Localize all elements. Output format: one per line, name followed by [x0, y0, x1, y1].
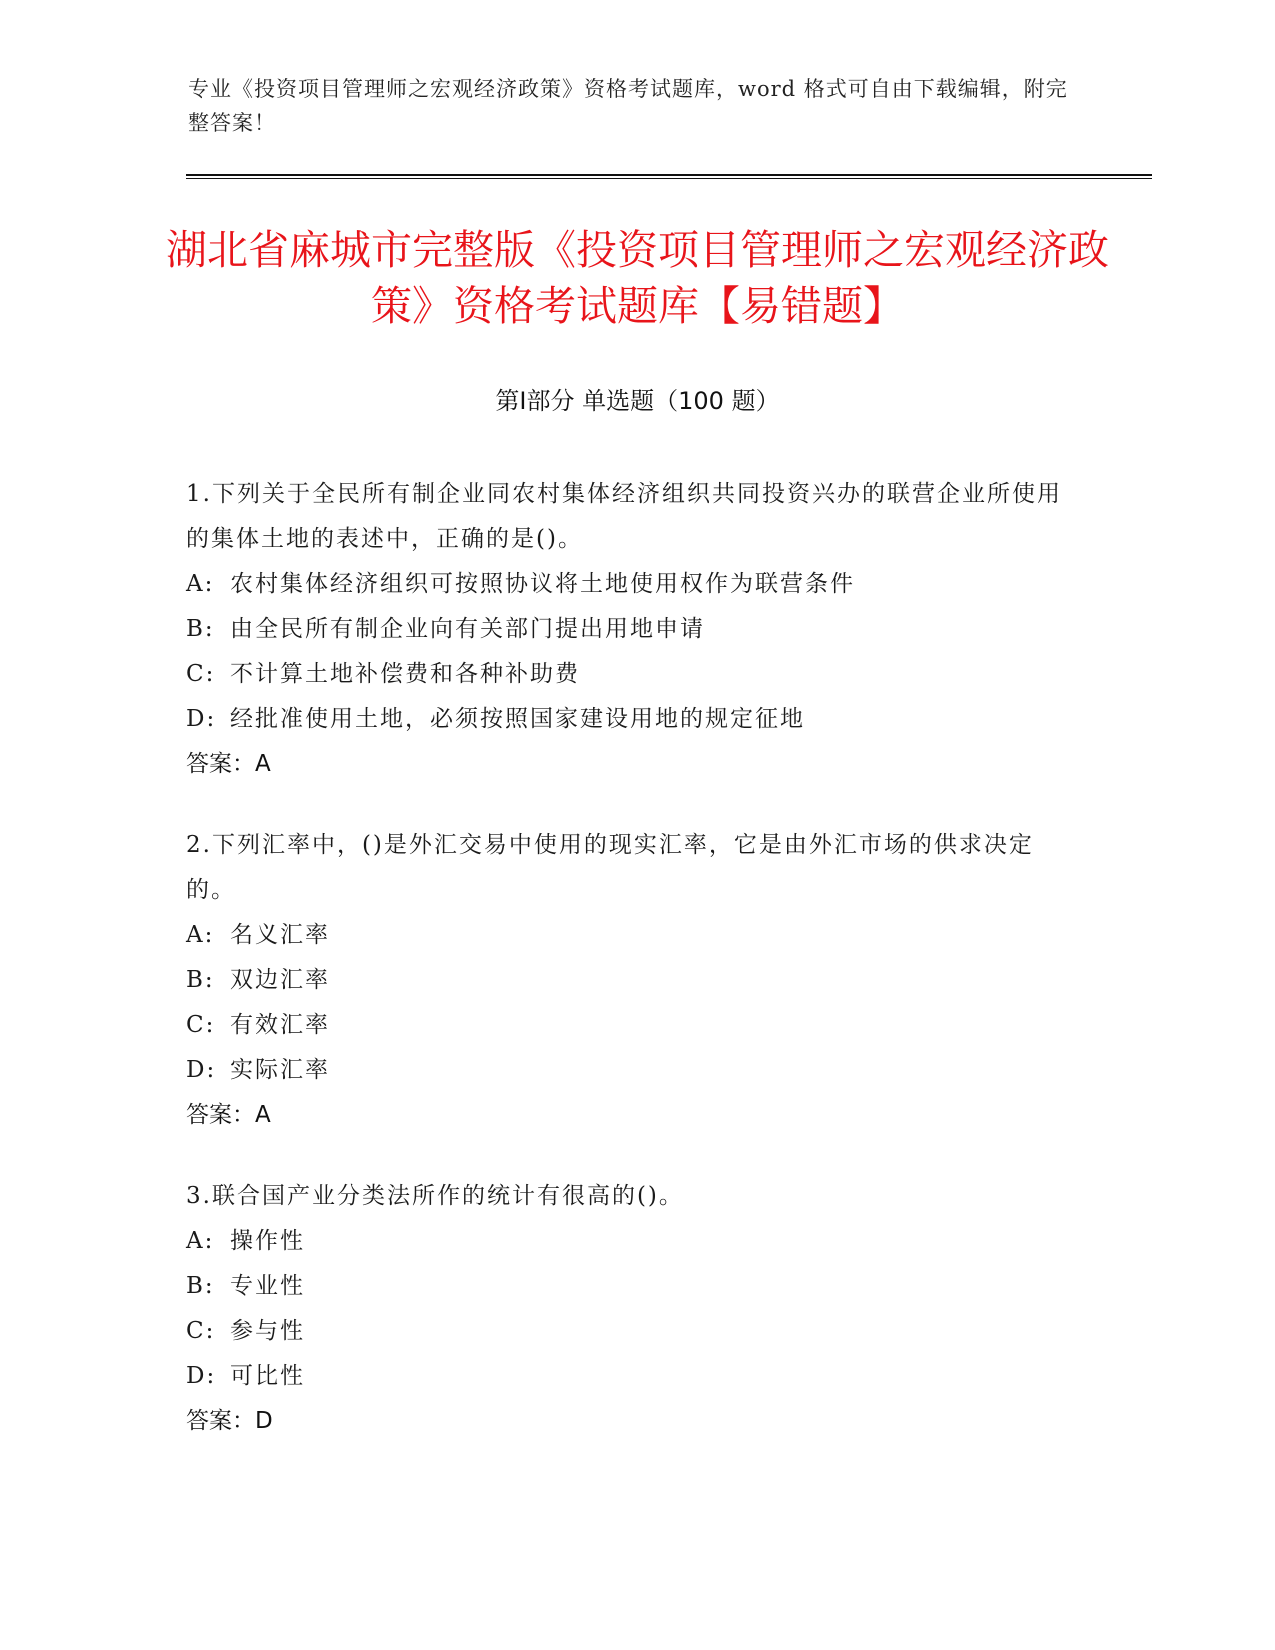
question-2: [186, 823, 1066, 1138]
option-text: 参与性: [230, 1318, 305, 1344]
option-letter: C:: [186, 1318, 216, 1344]
option-text: 可比性: [230, 1363, 305, 1389]
question-stem: 2.下列汇率中，()是外汇交易中使用的现实汇率，它是由外汇市场的供求决定的。: [186, 832, 1034, 903]
question-3: [186, 1174, 1066, 1444]
option-c: [186, 1003, 1066, 1048]
option-text: 农村集体经济组织可按照协议将土地使用权作为联营条件: [230, 571, 855, 597]
section-heading: 第Ⅰ部分 单选题（100 题）: [495, 387, 780, 415]
option-text: 名义汇率: [230, 922, 330, 948]
question-stem: 1.下列关于全民所有制企业同农村集体经济组织共同投资兴办的联营企业所使用的集体土地的表述中，正确的是()。: [186, 481, 1062, 552]
option-d: [186, 697, 1066, 742]
answer-line: 答案：A: [186, 751, 271, 777]
document-title: 湖北省麻城市完整版《投资项目管理师之宏观经济政策》资格考试题库【易错题】: [166, 226, 1109, 330]
option-letter: D:: [186, 1057, 217, 1083]
question-1: [186, 472, 1066, 787]
option-text: 操作性: [230, 1228, 305, 1254]
option-letter: A:: [186, 571, 215, 597]
option-b: [186, 607, 1066, 652]
option-letter: A:: [186, 1228, 215, 1254]
option-letter: B:: [186, 967, 215, 993]
option-d: [186, 1048, 1066, 1093]
option-letter: D:: [186, 706, 217, 732]
option-c: [186, 1309, 1066, 1354]
option-text: 专业性: [230, 1273, 305, 1299]
option-a: [186, 913, 1066, 958]
option-c: [186, 652, 1066, 697]
answer-line: 答案：A: [186, 1102, 271, 1128]
option-letter: C:: [186, 661, 216, 687]
option-letter: A:: [186, 922, 215, 948]
option-text: 有效汇率: [230, 1012, 330, 1038]
header-note: 专业《投资项目管理师之宏观经济政策》资格考试题库，word 格式可自由下载编辑，附完整答案！: [188, 77, 1068, 135]
option-text: 实际汇率: [230, 1057, 330, 1083]
option-a: [186, 1219, 1066, 1264]
question-list: [186, 472, 1066, 1480]
option-d: [186, 1354, 1066, 1399]
option-b: [186, 958, 1066, 1003]
option-letter: B:: [186, 1273, 215, 1299]
option-text: 双边汇率: [230, 967, 330, 993]
option-b: [186, 1264, 1066, 1309]
option-a: [186, 562, 1066, 607]
option-text: 不计算土地补偿费和各种补助费: [230, 661, 580, 687]
option-letter: D:: [186, 1363, 217, 1389]
option-letter: C:: [186, 1012, 216, 1038]
answer-line: 答案：D: [186, 1408, 273, 1434]
option-text: 由全民所有制企业向有关部门提出用地申请: [230, 616, 705, 642]
option-letter: B:: [186, 616, 215, 642]
header-divider: [186, 174, 1152, 179]
question-stem: 3.联合国产业分类法所作的统计有很高的()。: [186, 1183, 684, 1209]
option-text: 经批准使用土地，必须按照国家建设用地的规定征地: [230, 706, 805, 732]
